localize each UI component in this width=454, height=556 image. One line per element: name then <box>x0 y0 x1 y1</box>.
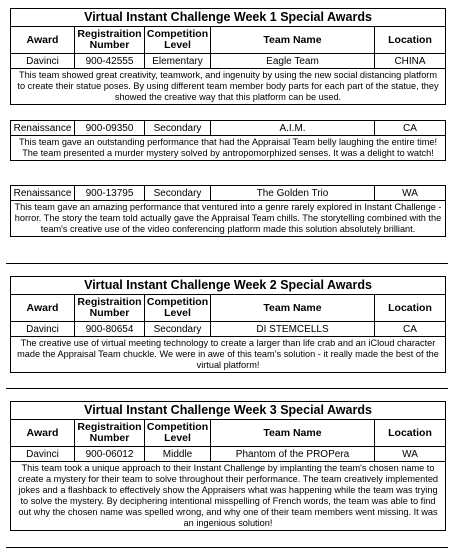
table-row <box>11 186 445 201</box>
week2-title: Virtual Instant Challenge Week 2 Special Awards <box>11 277 445 295</box>
section-divider <box>6 547 448 548</box>
level-cell: Elementary <box>145 54 211 68</box>
section-divider <box>6 388 448 389</box>
week1-entry-2 <box>10 120 446 161</box>
section-divider <box>6 263 448 264</box>
header-competition-level: Competition Level <box>145 27 211 53</box>
team-name-cell: A.I.M. <box>211 121 375 135</box>
level-cell: Secondary <box>145 121 211 135</box>
header-award: Award <box>11 295 75 321</box>
award-description: This team gave an amazing performance that ventured into a genre rarely explored in Instant Challenge - horror. The story the team told actually gave the Appraisal Team chills. The storytelling combined with the team's creative use of the video conferencing platform made this solution absolutely brilliant. <box>14 202 442 234</box>
header-competition-level: Competition Level <box>145 420 211 446</box>
header-award: Award <box>11 27 75 53</box>
header-award: Award <box>11 420 75 446</box>
location-cell: CHINA <box>394 55 426 67</box>
header-registration-number: Registraition Number <box>75 27 145 53</box>
team-name-cell: The Golden Trio <box>211 186 375 200</box>
header-location: Location <box>388 301 432 314</box>
week3-awards-table <box>10 401 446 531</box>
week3-title: Virtual Instant Challenge Week 3 Special Awards <box>11 402 445 420</box>
registration-cell: 900-42555 <box>75 54 145 68</box>
award-description: This team showed great creativity, teamwork, and ingenuity by using the new social distancing platform to create their statue poses. By using different team member body parts for each part of the statue, they showed the creative way that this platform can be used. <box>17 70 439 102</box>
team-name-cell: Phantom of the PROPera <box>211 447 375 461</box>
header-competition-level: Competition Level <box>145 295 211 321</box>
registration-cell: 900-13795 <box>75 186 145 200</box>
award-cell: Davinci <box>11 322 75 336</box>
week1-header-row <box>11 27 445 54</box>
level-cell: Secondary <box>145 322 211 336</box>
table-row <box>11 447 445 462</box>
table-row <box>11 121 445 136</box>
level-cell: Middle <box>145 447 211 461</box>
header-team-name: Team Name <box>211 420 375 446</box>
header-location: Location <box>388 33 432 46</box>
header-team-name: Team Name <box>211 27 375 53</box>
table-row <box>11 54 445 69</box>
team-name-cell: DI STEMCELLS <box>211 322 375 336</box>
award-cell: Renaissance <box>11 186 75 200</box>
week1-title: Virtual Instant Challenge Week 1 Special Awards <box>11 9 445 27</box>
week1-awards-table <box>10 8 446 105</box>
header-registration-number: Registraition Number <box>75 420 145 446</box>
award-cell: Davinci <box>11 447 75 461</box>
header-team-name: Team Name <box>211 295 375 321</box>
registration-cell: 900-80654 <box>75 322 145 336</box>
location-cell: WA <box>402 187 418 199</box>
table-row <box>11 322 445 337</box>
award-cell: Renaissance <box>11 121 75 135</box>
registration-cell: 900-09350 <box>75 121 145 135</box>
team-name-cell: Eagle Team <box>211 54 375 68</box>
week2-header-row <box>11 295 445 322</box>
location-cell: WA <box>402 448 418 460</box>
week1-entry-3 <box>10 185 446 237</box>
location-cell: CA <box>403 122 417 134</box>
award-cell: Davinci <box>11 54 75 68</box>
week2-awards-table <box>10 276 446 373</box>
location-cell: CA <box>403 323 417 335</box>
level-cell: Secondary <box>145 186 211 200</box>
award-description: This team gave an outstanding performance that had the Appraisal Team belly laughing the entire time! The team presented a murder mystery solved by antropomorphized senses. It was a delight to watch! <box>18 137 438 158</box>
award-description: The creative use of virtual meeting technology to create a larger than life crab and an iCloud character made the Appraisal Team chuckle. We were in awe of this team's solution - it really made the best of the virtual platform! <box>17 338 439 370</box>
header-location: Location <box>388 426 432 439</box>
week3-header-row <box>11 420 445 447</box>
award-description: This team took a unique approach to their Instant Challenge by implanting the team's chosen name to create a mystery for their team to solve throughout their performance. The team creatively implemented jokes and a flashback to effectively show the Appraisers what was happening while the team was trying to solve the mystery. By deciphering intentional misspelling of French words, the team was able to find out why the chosen name was spelled wrong, and why one of their team members went missing. It was an ingenious solution! <box>17 463 439 528</box>
registration-cell: 900-06012 <box>75 447 145 461</box>
header-registration-number: Registraition Number <box>75 295 145 321</box>
